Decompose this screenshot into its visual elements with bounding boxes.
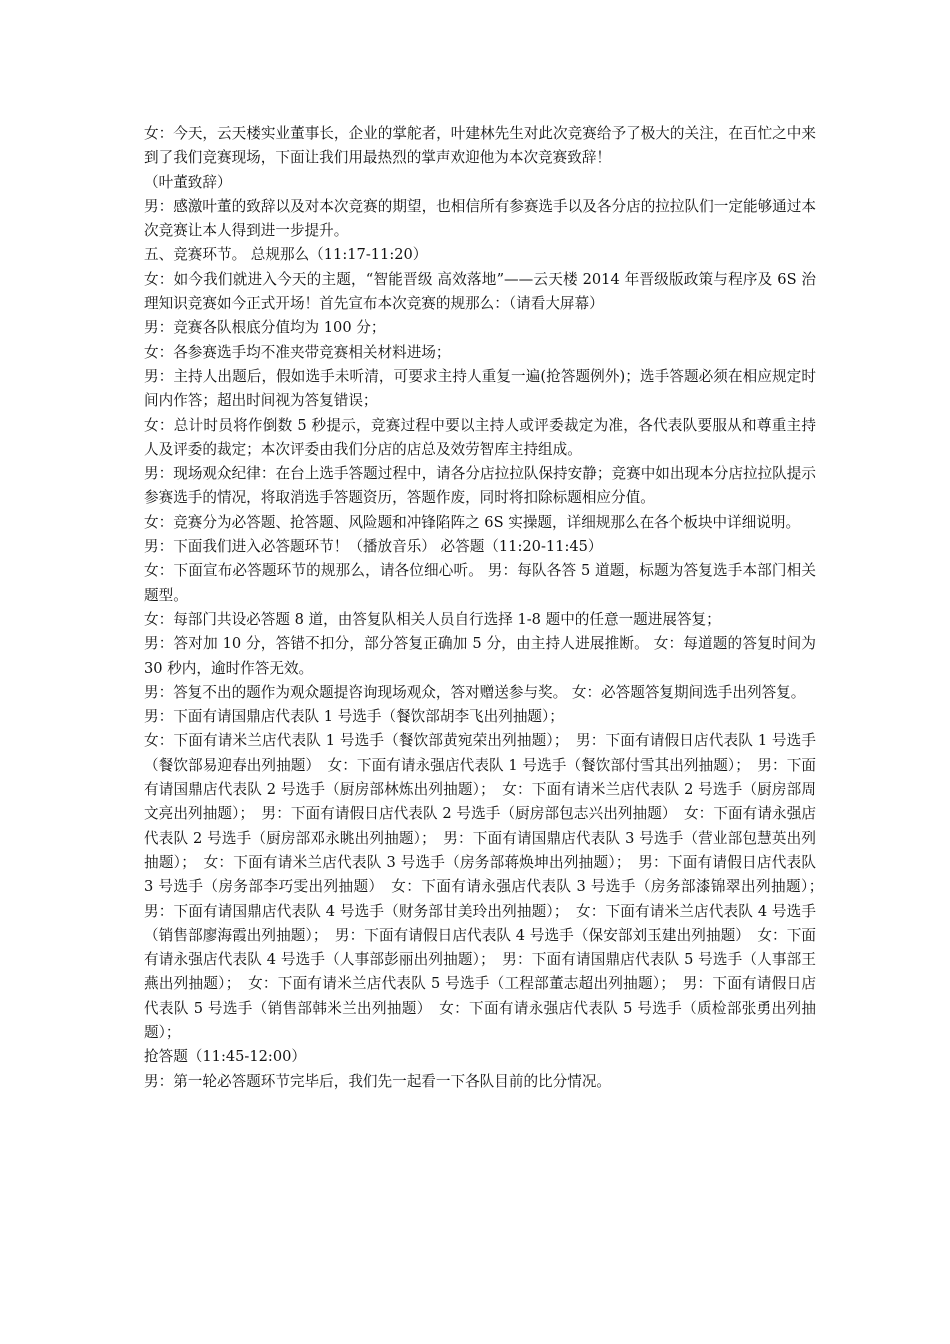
paragraph-chairman-speech-note: （叶董致辞） — [144, 173, 232, 191]
paragraph-rule-sections: 女：竞赛分为必答题、抢答题、风险题和冲锋陷阵之 6S 实操题，详细规那么在各个板块中详细说明。 — [144, 513, 801, 531]
paragraph-required-audience: 男：答复不出的题作为观众题提咨询现场观众，答对赠送参与奖。 女：必答题答复期间选手出列答复。 — [144, 683, 806, 701]
paragraph-thanks: 男：感激叶董的致辞以及对本次竞赛的期望，也相信所有参赛选手以及各分店的拉拉队们一定能够通过本次竞赛让本人得到进一步提升。 — [144, 197, 816, 240]
section-heading-competition: 五、竞赛环节。 总规那么（11:17-11:20） — [144, 246, 428, 264]
paragraph-contestant-first: 男：下面有请国鼎店代表队 1 号选手（餐饮部胡李飞出列抽题）； — [144, 708, 564, 726]
paragraph-score-review: 男：第一轮必答题环节完毕后，我们先一起看一下各队目前的比分情况。 — [144, 1072, 612, 1090]
paragraph-chairman-intro: 女：今天，云天楼实业董事长，企业的掌舵者，叶建林先生对此次竞赛给予了极大的关注，在百忙之中来到了我们竞赛现场，下面让我们用最热烈的掌声欢迎他为本次竞赛致辞！ — [144, 125, 816, 167]
document-body — [144, 122, 831, 1094]
paragraph-rule-materials: 女：各参赛选手均不准夹带竞赛相关材料进场； — [144, 343, 451, 361]
paragraph-rule-audience: 男：现场观众纪律：在台上选手答题过程中，请各分店拉拉队保持安静；竞赛中如出现本分店拉拉队提示参赛选手的情况，将取消选手答题资历，答题作废，同时将扣除标题相应分值。 — [144, 465, 816, 507]
paragraph-rule-countdown: 女：总计时员将作倒数 5 秒提示，竞赛过程中要以主持人或评委裁定为准，各代表队要服从和尊重主持人及评委的裁定；本次评委由我们分店的店总及效劳智库主持组成。 — [144, 416, 816, 458]
paragraph-contestant-list: 女：下面有请米兰店代表队 1 号选手（餐饮部黄宛荣出列抽题）； 男：下面有请假日店代表队 1 号选手（餐饮部易迎春出列抽题） 女：下面有请永强店代表队 1 号选手（餐饮部付雪其出列抽题）； 男：下面有请国鼎店代表队 2 号选手（厨房部林炼出列抽题）； 女：下面有请米兰店代表队 2 号选手（厨房部周文亮出列抽题）； 男：下面有请假日店代表队 2 号选手（厨房部包志兴出列抽题） 女：下面有请永强店代表队 2 号选手（厨房部邓永眺出列抽题）； 男：下面有请国鼎店代表队 3 号选手（营业部包慧英出列抽题）； 女：下面有请米兰店代表队 3 号选手（房务部蒋焕坤出列抽题）； 男：下面有请假日店代表队 3 号选手（房务部李巧雯出列抽题） 女：下面有请永强店代表队 3 号选手（房务部漆锦翠出列抽题）； 男：下面有请国鼎店代表队 4 号选手（财务部甘美玲出列抽题）； 女：下面有请米兰店代表队 4 号选手（销售部廖海霞出列抽题）； 男：下面有请假日店代表队 4 号选手（保安部刘玉建出列抽题） 女：下面有请永强店代表队 4 号选手（人事部彭丽出列抽题）； 男：下面有请国鼎店代表队 5 号选手（人事部王燕出列抽题）； 女：下面有请米兰店代表队 5 号选手（工程部董志超出列抽题）； 男：下面有请假日店代表队 5 号选手（销售部韩米兰出列抽题） 女：下面有请永强店代表队 5 号选手（质检部张勇出列抽题）； — [144, 732, 831, 1041]
paragraph-rule-base-score: 男：竞赛各队根底分值均为 100 分； — [144, 319, 386, 337]
paragraph-required-choice: 女：每部门共设必答题 8 道，由答复队相关人员自行选择 1-8 题中的任意一题进展答复； — [144, 610, 721, 628]
paragraph-rule-repeat: 男：主持人出题后，假如选手未听清，可要求主持人重复一遍(抢答题例外)；选手答题必须在相应规定时间内作答；超出时间视为答复错误； — [144, 367, 816, 410]
paragraph-required-start: 男：下面我们进入必答题环节！（播放音乐） 必答题（11:20-11:45） — [144, 538, 603, 556]
paragraph-required-rules: 女：下面宣布必答题环节的规那么，请各位细心听。 男：每队各答 5 道题，标题为答复选手本部门相关题型。 — [144, 562, 816, 604]
paragraph-required-scoring: 男：答对加 10 分，答错不扣分，部分答复正确加 5 分，由主持人进展推断。 女：每道题的答复时间为 30 秒内，逾时作答无效。 — [144, 635, 816, 677]
paragraph-theme-opening: 女：如今我们就进入今天的主题，“智能晋级 高效落地”——云天楼 2014 年晋级版政策与程序及 6S 治理知识竞赛如今正式开场！首先宣布本次竞赛的规那么：（请看大屏幕） — [144, 270, 816, 313]
section-heading-quick-answer: 抢答题（11:45-12:00） — [144, 1048, 307, 1066]
